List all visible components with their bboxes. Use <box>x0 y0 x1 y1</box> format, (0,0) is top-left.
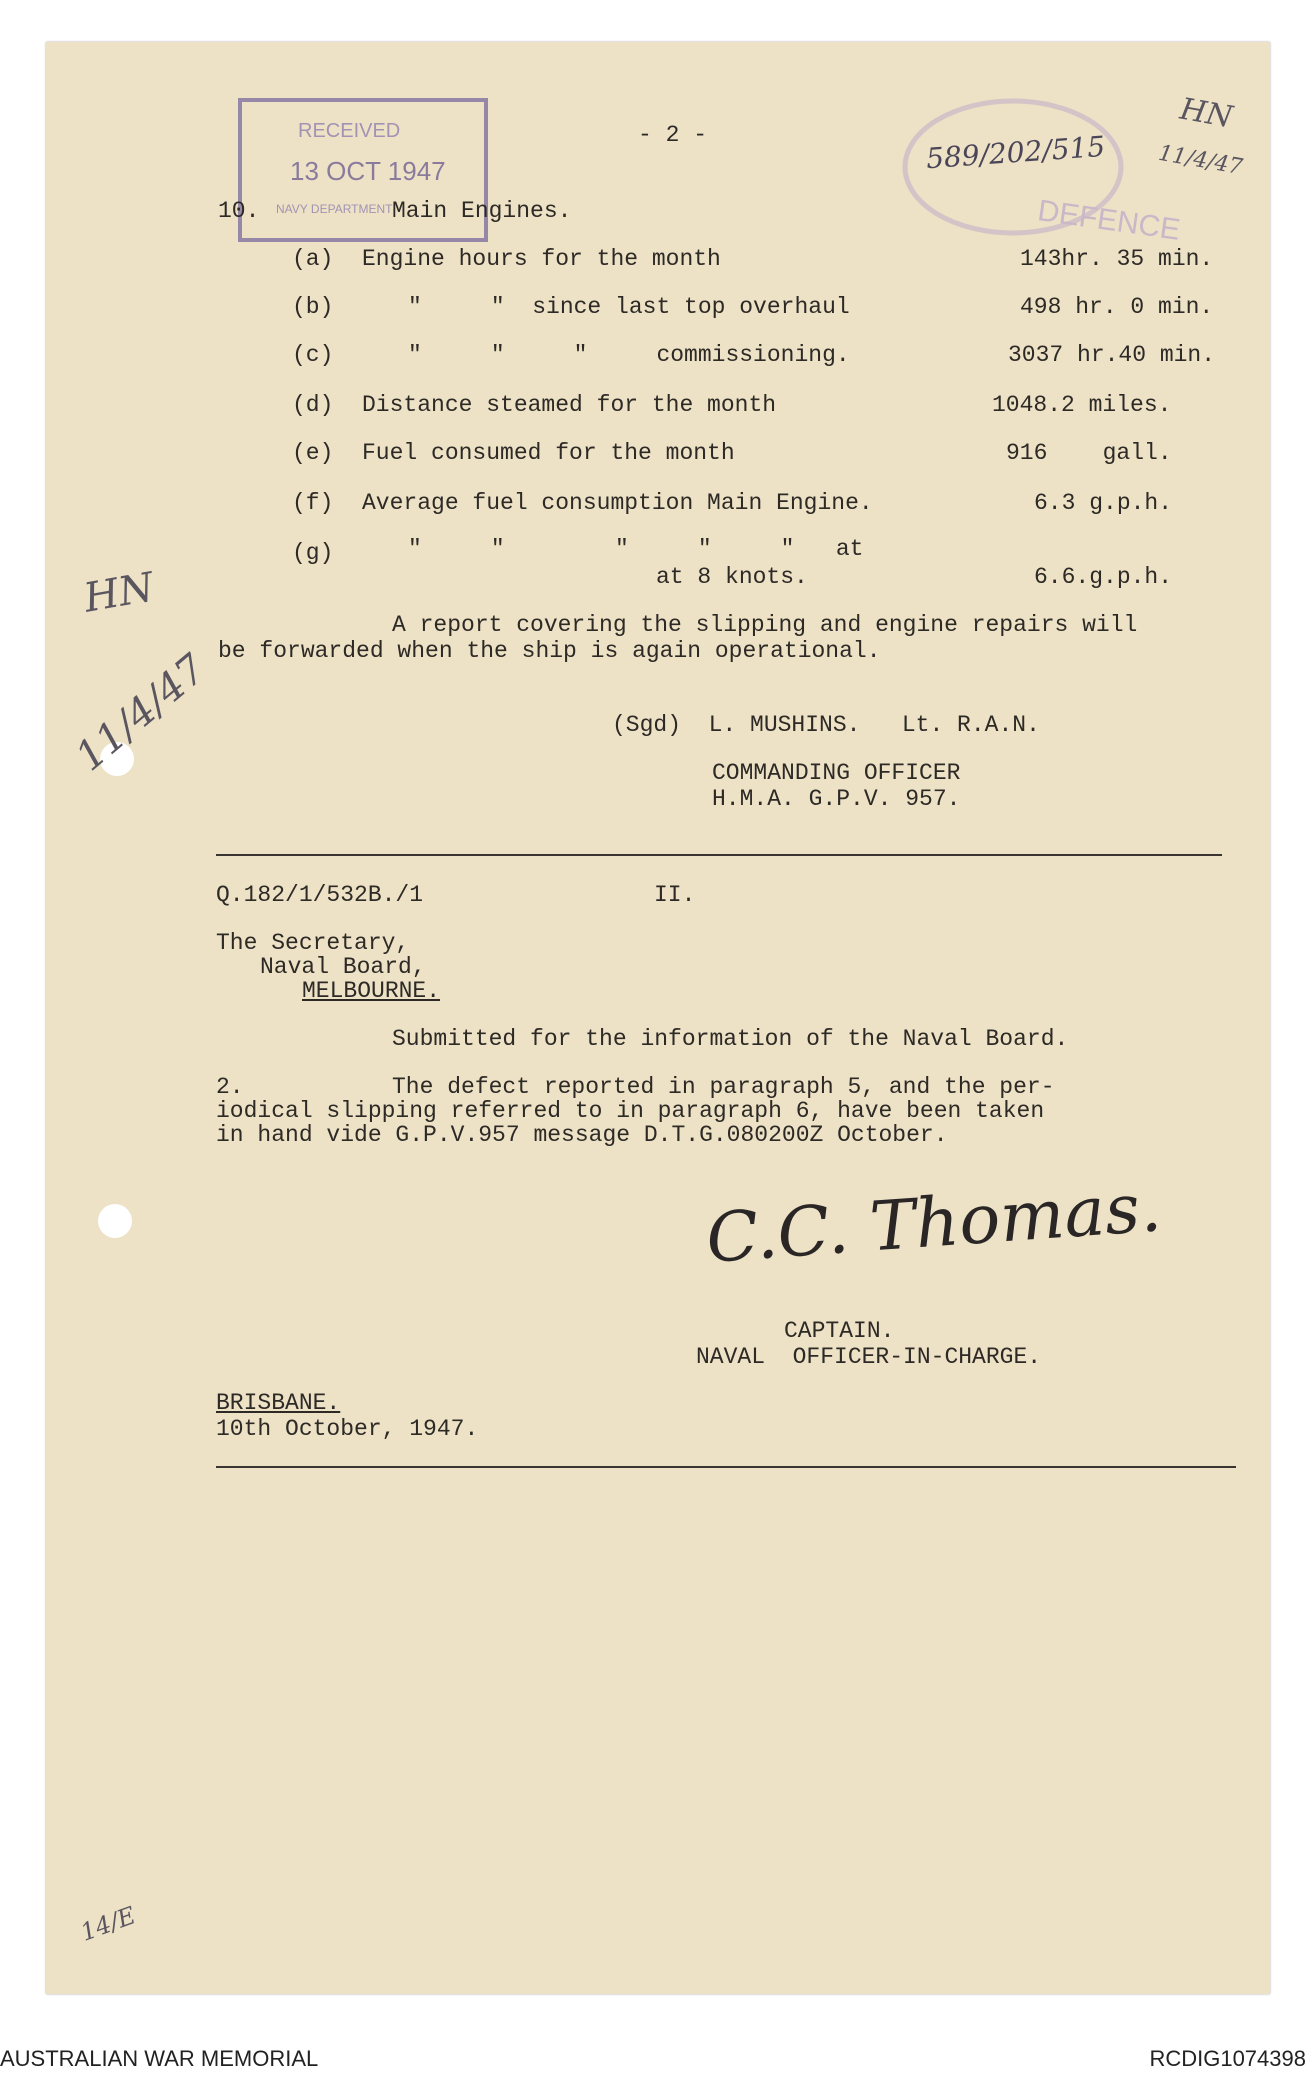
signed-line: (Sgd) L. MUSHINS. Lt. R.A.N. <box>612 712 1040 738</box>
item-label: (c) <box>292 342 334 368</box>
item-label: (g) <box>292 540 334 566</box>
divider <box>216 854 1222 856</box>
footer-id: RCDIG1074398 <box>1149 2046 1306 2071</box>
item-value: 6.3 g.p.h. <box>1034 490 1173 516</box>
item-text: Fuel consumed for the month <box>362 440 735 466</box>
memo-reference: Q.182/1/532B./1 <box>216 882 424 908</box>
section-number: 10. <box>218 198 260 224</box>
officer-title: COMMANDING OFFICER <box>712 760 961 786</box>
item-text: Engine hours for the month <box>362 246 721 272</box>
item-label: (d) <box>292 392 334 418</box>
signatory-rank: CAPTAIN. <box>784 1318 895 1344</box>
captain-signature: C.C. Thomas. <box>703 1168 1164 1279</box>
memo-paragraph-2-number: 2. <box>216 1074 244 1100</box>
item-text: Average fuel consumption Main Engine. <box>362 490 873 516</box>
item-value: 6.6.g.p.h. <box>1034 564 1173 590</box>
stamp-date: 13 OCT 1947 <box>290 156 446 186</box>
report-line: be forwarded when the ship is again operational. <box>218 638 881 664</box>
punch-hole <box>98 1204 132 1238</box>
report-line: A report covering the slipping and engine repairs will <box>392 612 1138 638</box>
item-value: 498 hr. 0 min. <box>1020 294 1214 320</box>
memo-paragraph-2-line: iodical slipping referred to in paragraph 6, have been taken <box>216 1098 1045 1124</box>
item-value: 1048.2 miles. <box>992 392 1172 418</box>
initials-margin-date: 11/4/47 <box>67 645 215 781</box>
memo-date: 10th October, 1947. <box>216 1416 479 1442</box>
file-reference: 589/202/515 <box>925 129 1107 176</box>
stamp-department: NAVY DEPARTMENT <box>276 202 393 216</box>
ship-designation: H.M.A. G.P.V. 957. <box>712 786 961 812</box>
divider <box>216 1466 1236 1468</box>
item-value: 143hr. 35 min. <box>1020 246 1214 272</box>
footer-source: AUSTRALIAN WAR MEMORIAL <box>0 2046 319 2071</box>
oval-stamp-text: DEFENCE <box>1035 194 1183 247</box>
item-value: 916 gall. <box>1006 440 1172 466</box>
document-page <box>46 42 1270 1994</box>
memo-place: BRISBANE. <box>216 1390 341 1416</box>
memo-paragraph-1: Submitted for the information of the Naval Board. <box>392 1026 1069 1052</box>
memo-numeral: II. <box>654 882 696 908</box>
address-city: MELBOURNE. <box>302 978 441 1004</box>
item-text: " " since last top overhaul <box>408 294 850 320</box>
initials-top-date: 11/4/47 <box>1156 140 1245 181</box>
item-value: 3037 hr.40 min. <box>1008 342 1216 368</box>
item-label: (b) <box>292 294 334 320</box>
item-text: " " " " " at <box>408 536 864 562</box>
item-label: (e) <box>292 440 334 466</box>
item-label: (f) <box>292 490 334 516</box>
address-line: Naval Board, <box>260 954 426 980</box>
signatory-office: NAVAL OFFICER-IN-CHARGE. <box>696 1344 1042 1370</box>
memo-paragraph-2-line: in hand vide G.P.V.957 message D.T.G.080200Z October. <box>216 1122 948 1148</box>
initials-top: HN <box>1177 91 1236 136</box>
item-text: Distance steamed for the month <box>362 392 777 418</box>
stamp-received-label: RECEIVED <box>298 120 401 142</box>
memo-paragraph-2-line: The defect reported in paragraph 5, and the per- <box>392 1074 1055 1100</box>
initials-margin: HN <box>80 564 158 622</box>
item-text: " " " commissioning. <box>408 342 850 368</box>
initials-bottom: 14/E <box>76 1901 140 1947</box>
item-label: (a) <box>292 246 334 272</box>
address-line: The Secretary, <box>216 930 410 956</box>
item-text-continued: at 8 knots. <box>656 564 808 590</box>
section-title: Main Engines. <box>392 198 572 224</box>
page-number: - 2 - <box>638 122 708 148</box>
